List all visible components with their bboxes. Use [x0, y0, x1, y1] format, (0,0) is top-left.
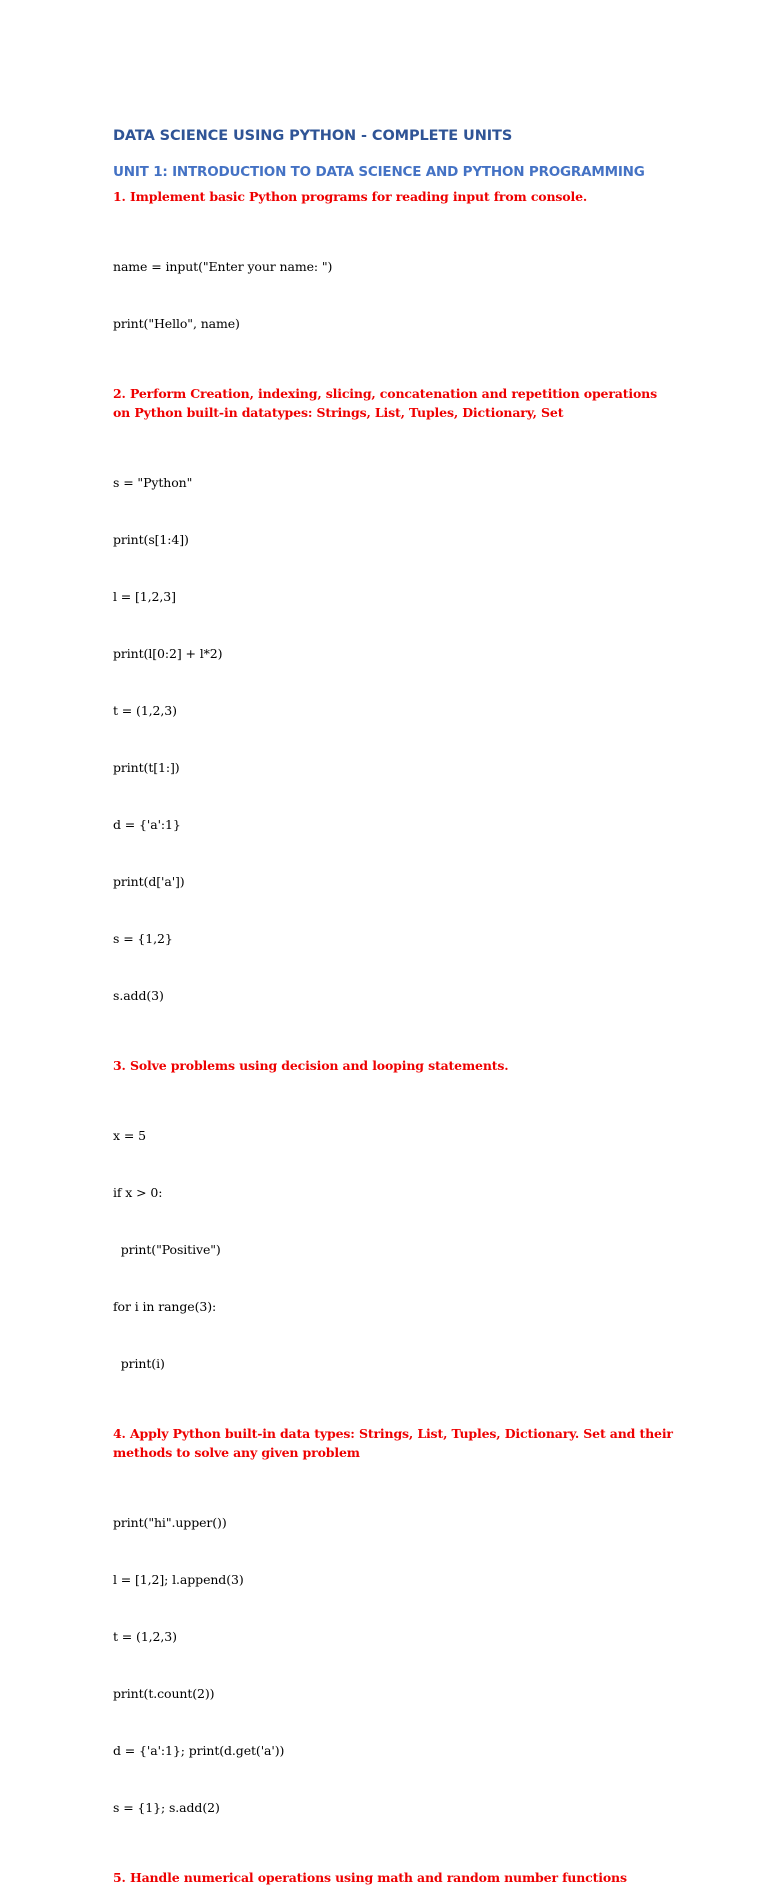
code-line: print(t.count(2))	[113, 1686, 215, 1701]
code-block-1	[113, 219, 673, 371]
code-line: d = {'a':1}	[113, 817, 181, 832]
code-line: d = {'a':1}; print(d.get('a'))	[113, 1743, 285, 1758]
code-block-3	[113, 1088, 673, 1411]
code-line: s = "Python"	[113, 475, 193, 490]
task-heading-2: 2. Perform Creation, indexing, slicing, concatenation and repetition operations on Python built-in datatypes: Strings, List, Tuples, Dictionary, Set	[113, 386, 657, 420]
code-line: s = {1}; s.add(2)	[113, 1800, 220, 1815]
code-line: print(i)	[113, 1356, 165, 1371]
code-block-4	[113, 1475, 673, 1855]
code-line: s.add(3)	[113, 988, 164, 1003]
code-line: for i in range(3):	[113, 1299, 217, 1314]
code-line: print(s[1:4])	[113, 532, 189, 547]
code-line: t = (1,2,3)	[113, 1629, 177, 1644]
task-heading-5: 5. Handle numerical operations using math and random number functions	[113, 1870, 627, 1885]
task-heading-1: 1. Implement basic Python programs for reading input from console.	[113, 189, 588, 204]
code-line: print(l[0:2] + l*2)	[113, 646, 223, 661]
code-line: print(t[1:])	[113, 760, 180, 775]
code-block-2	[113, 435, 673, 1043]
code-line: print("Positive")	[113, 1242, 221, 1257]
code-line: t = (1,2,3)	[113, 703, 177, 718]
unit-title: UNIT 1: INTRODUCTION TO DATA SCIENCE AND PYTHON PROGRAMMING	[113, 164, 645, 180]
code-line: l = [1,2]; l.append(3)	[113, 1572, 244, 1587]
code-line: if x > 0:	[113, 1185, 163, 1200]
code-line: s = {1,2}	[113, 931, 173, 946]
code-line: print("hi".upper())	[113, 1515, 227, 1530]
code-line: l = [1,2,3]	[113, 589, 176, 604]
task-heading-4: 4. Apply Python built-in data types: Strings, List, Tuples, Dictionary. Set and their methods to solve any given problem	[113, 1426, 673, 1460]
document-title: DATA SCIENCE USING PYTHON - COMPLETE UNITS	[113, 128, 513, 144]
task-heading-3: 3. Solve problems using decision and looping statements.	[113, 1058, 509, 1073]
document-page	[113, 127, 673, 1887]
code-line: print("Hello", name)	[113, 316, 240, 331]
code-line: name = input("Enter your name: ")	[113, 259, 333, 274]
code-line: print(d['a'])	[113, 874, 185, 889]
code-line: x = 5	[113, 1128, 146, 1143]
